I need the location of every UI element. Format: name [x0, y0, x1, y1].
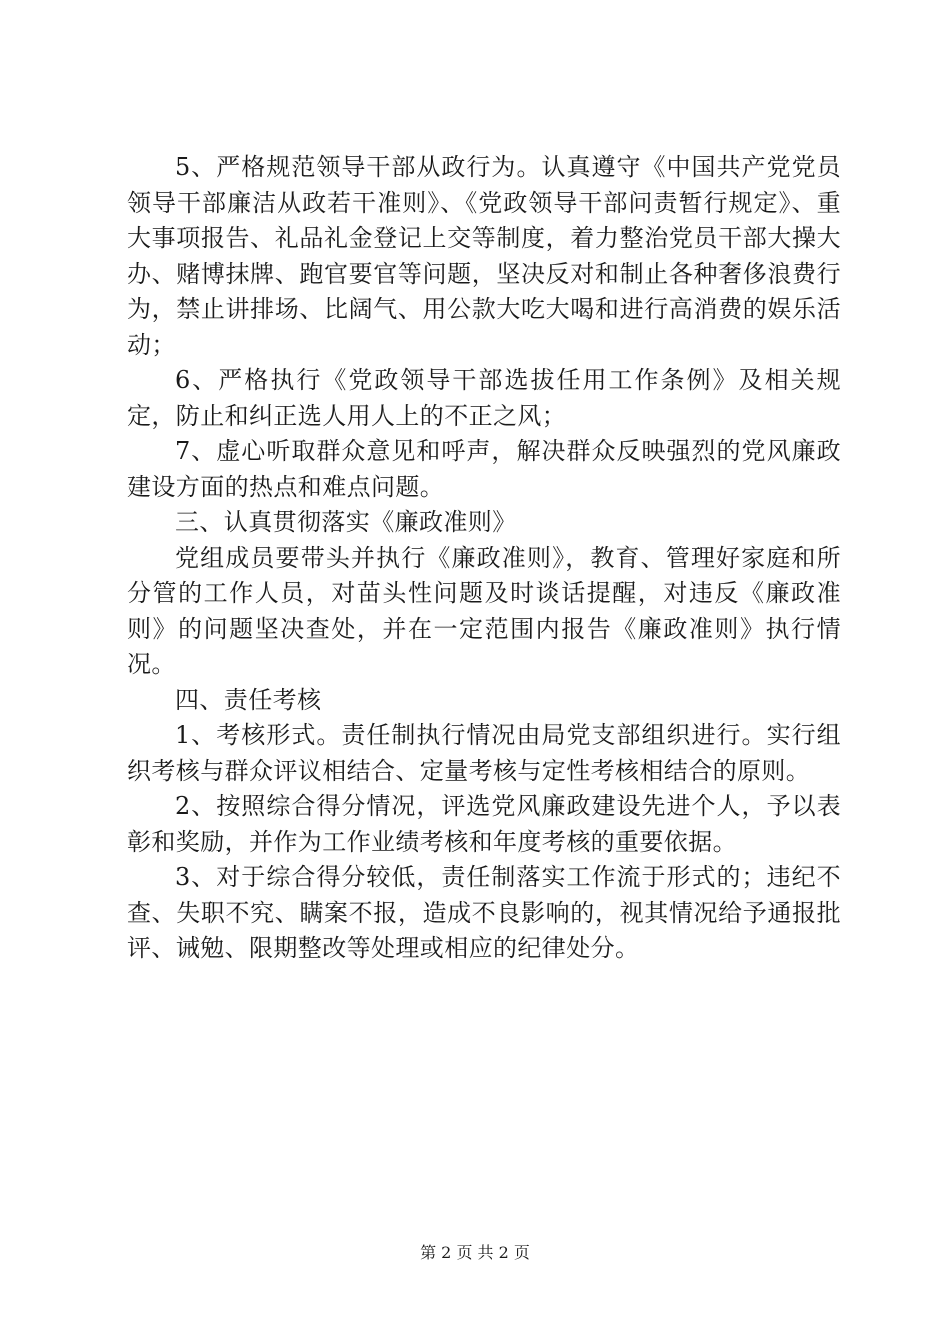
document-body: [127, 150, 841, 967]
section-heading-3: 三、认真贯彻落实《廉政准则》: [175, 508, 517, 536]
section-heading-4: 四、责任考核: [175, 685, 322, 714]
paragraph-assessment-1: 1、考核形式。责任制执行情况由局党支部组织进行。实行组织考核与群众评议相结合、定量考核与定性考核相结合的原则。: [127, 721, 841, 785]
paragraph-assessment-2: 2、按照综合得分情况，评选党风廉政建设先进个人，予以表彰和奖励，并作为工作业绩考核和年度考核的重要依据。: [127, 792, 841, 856]
paragraph-assessment-3: 3、对于综合得分较低，责任制落实工作流于形式的；违纪不查、失职不究、瞒案不报，造成不良影响的，视其情况给予通报批评、诫勉、限期整改等处理或相应的纪律处分。: [127, 863, 841, 962]
paragraph-party-members: 党组成员要带头并执行《廉政准则》，教育、管理好家庭和所分管的工作人员，对苗头性问题及时谈话提醒，对违反《廉政准则》的问题坚决查处，并在一定范围内报告《廉政准则》执行情况。: [127, 543, 841, 678]
paragraph-item-7: 7、虚心听取群众意见和呼声，解决群众反映强烈的党风廉政建设方面的热点和难点问题。: [127, 437, 841, 501]
paragraph-item-6: 6、严格执行《党政领导干部选拔任用工作条例》及相关规定，防止和纠正选人用人上的不正之风；: [127, 366, 841, 430]
page-number-footer: 第 2 页 共 2 页: [420, 1243, 530, 1262]
paragraph-item-5: 5、严格规范领导干部从政行为。认真遵守《中国共产党党员领导干部廉洁从政若干准则》、《党政领导干部问责暂行规定》、重大事项报告、礼品礼金登记上交等制度，着力整治党员干部大操大办、赌博抹牌、跑官要官等问题，坚决反对和制止各种奢侈浪费行为，禁止讲排场、比阔气、用公款大吃大喝和进行高消费的娱乐活动；: [127, 153, 841, 359]
